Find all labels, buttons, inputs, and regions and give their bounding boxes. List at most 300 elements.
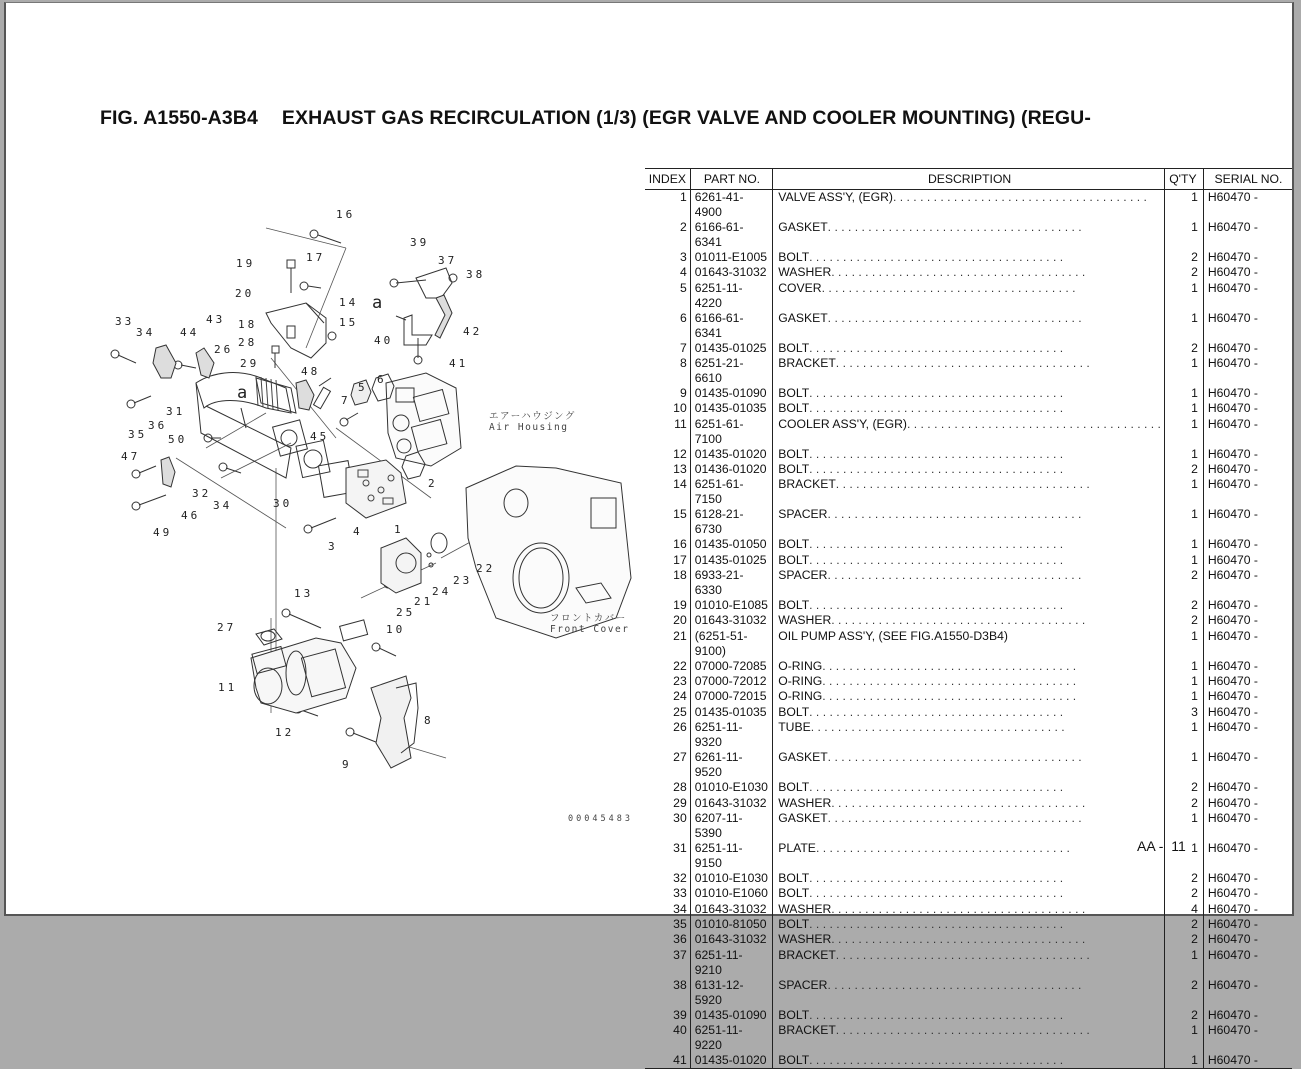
cell-serial-no: H60470 - xyxy=(1207,704,1258,719)
table-row xyxy=(645,386,1292,401)
description-text: BOLT xyxy=(778,1007,810,1022)
dot-leader xyxy=(828,311,1161,326)
dot-leader xyxy=(809,780,1161,795)
table-row xyxy=(645,598,1292,613)
callout-21: 21 xyxy=(414,595,434,608)
description-text: GASKET xyxy=(778,220,828,234)
callout-7: 7 xyxy=(341,394,351,407)
callout-20: 20 xyxy=(235,287,255,300)
dot-leader xyxy=(822,674,1161,689)
cell-qty: 1 xyxy=(1164,311,1203,341)
cell-index: 6 xyxy=(645,311,690,341)
dot-leader xyxy=(836,1023,1161,1038)
cell-serial-no: H60470 - xyxy=(1207,386,1258,401)
callout-17: 17 xyxy=(306,251,326,264)
table-row xyxy=(645,341,1292,356)
cell-qty: 2 xyxy=(1164,796,1203,811)
cell-description xyxy=(773,720,1165,750)
cell-part-no: (6251-51-9100) xyxy=(690,629,772,659)
callout-45: 45 xyxy=(310,430,330,443)
dot-leader xyxy=(828,811,1161,826)
dot-leader xyxy=(809,871,1161,886)
cell-index: 4 xyxy=(645,265,690,280)
cell-qty: 3 xyxy=(1164,705,1203,720)
cell-serial-no: H60470 - xyxy=(1207,932,1258,947)
cell-part-no: 07000-72015 xyxy=(690,689,772,704)
cell-serial-no: H60470 - xyxy=(1207,446,1258,461)
table-row xyxy=(645,507,1292,537)
cell-part-no: 6251-11-9210 xyxy=(690,948,772,978)
table-row xyxy=(645,477,1292,507)
dot-leader xyxy=(827,507,1161,522)
callout-34b: 34 xyxy=(213,499,233,512)
dot-leader xyxy=(827,568,1161,583)
cell-part-no: 6131-12-5920 xyxy=(690,978,772,1008)
table-row xyxy=(645,613,1292,628)
cell-index: 13 xyxy=(645,462,690,477)
description-text: WASHER xyxy=(778,613,832,628)
cell-index: 14 xyxy=(645,477,690,507)
cell-qty: 1 xyxy=(1164,386,1203,401)
description-text: BOLT xyxy=(778,250,810,264)
cell-description xyxy=(773,311,1165,341)
detail-mark-a-lower: a xyxy=(237,383,251,403)
front-cover-label xyxy=(550,613,629,635)
description-text: BOLT xyxy=(778,704,810,719)
cell-part-no: 01435-01020 xyxy=(690,1053,772,1069)
description-text: BOLT xyxy=(778,386,810,401)
cell-serial-no: H60470 - xyxy=(1207,886,1258,901)
cell-serial-no: H60470 - xyxy=(1207,220,1258,234)
description-text: BOLT xyxy=(778,340,810,355)
table-row xyxy=(645,796,1292,811)
callout-11: 11 xyxy=(218,681,238,694)
cell-index: 22 xyxy=(645,659,690,674)
cell-qty: 1 xyxy=(1164,659,1203,674)
dot-leader xyxy=(831,796,1161,811)
description-text: BRACKET xyxy=(778,477,836,492)
callout-30: 30 xyxy=(273,497,293,510)
cell-qty: 2 xyxy=(1164,780,1203,795)
callout-22: 22 xyxy=(476,562,496,575)
cell-part-no: 01435-01025 xyxy=(690,341,772,356)
cell-index: 10 xyxy=(645,401,690,416)
cell-description xyxy=(773,356,1165,386)
callout-46: 46 xyxy=(181,509,201,522)
dot-leader xyxy=(809,462,1161,477)
cell-serial-no: H60470 - xyxy=(1207,720,1258,735)
cell-description xyxy=(773,462,1165,477)
cell-serial-no: H60470 - xyxy=(1207,628,1258,643)
cell-description xyxy=(773,190,1165,221)
description-text: O-RING xyxy=(778,658,823,673)
dot-leader xyxy=(809,250,1161,265)
cell-description xyxy=(773,447,1165,462)
description-text: BRACKET xyxy=(778,1022,836,1037)
dot-leader xyxy=(809,553,1161,568)
table-row xyxy=(645,401,1292,416)
cell-part-no: 6933-21-6330 xyxy=(690,568,772,598)
callout-38: 38 xyxy=(466,268,486,281)
header-index: INDEX xyxy=(645,169,690,190)
cell-part-no: 01435-01090 xyxy=(690,1008,772,1023)
cell-index: 2 xyxy=(645,220,690,250)
cell-qty: 2 xyxy=(1164,917,1203,932)
table-row xyxy=(645,886,1292,901)
cell-description xyxy=(773,659,1165,674)
cell-description xyxy=(773,886,1165,901)
cell-index: 23 xyxy=(645,674,690,689)
cell-qty: 2 xyxy=(1164,886,1203,901)
callout-13: 13 xyxy=(294,587,314,600)
cell-description xyxy=(773,220,1165,250)
cell-description xyxy=(773,705,1165,720)
dot-leader xyxy=(893,190,1161,205)
cell-part-no: 6261-41-4900 xyxy=(690,190,772,221)
dot-leader xyxy=(836,477,1161,492)
cell-part-no: 01643-31032 xyxy=(690,265,772,280)
cell-description xyxy=(773,978,1165,1008)
callout-29: 29 xyxy=(240,357,260,370)
cell-serial-no: H60470 - xyxy=(1207,401,1258,416)
callout-1: 1 xyxy=(394,523,404,536)
dot-leader xyxy=(811,720,1161,735)
callout-44: 44 xyxy=(180,326,200,339)
cell-part-no: 01011-E1005 xyxy=(690,250,772,265)
cell-index: 33 xyxy=(645,886,690,901)
callout-12: 12 xyxy=(275,726,295,739)
cell-index: 1 xyxy=(645,190,690,221)
cell-index: 26 xyxy=(645,720,690,750)
dot-leader xyxy=(816,841,1161,856)
table-row xyxy=(645,1053,1292,1069)
cell-description xyxy=(773,568,1165,598)
cell-qty: 2 xyxy=(1164,978,1203,1008)
callout-15: 15 xyxy=(339,316,359,329)
dot-leader xyxy=(836,356,1161,371)
dot-leader xyxy=(831,932,1161,947)
cell-description xyxy=(773,250,1165,265)
cell-description xyxy=(773,948,1165,978)
cell-index: 11 xyxy=(645,417,690,447)
table-row xyxy=(645,674,1292,689)
table-row xyxy=(645,948,1292,978)
description-text: BRACKET xyxy=(778,356,836,371)
dot-leader xyxy=(828,220,1161,235)
table-row xyxy=(645,553,1292,568)
dot-leader xyxy=(809,386,1161,401)
table-row xyxy=(645,537,1292,552)
callout-14: 14 xyxy=(339,296,359,309)
description-text: GASKET xyxy=(778,750,828,765)
callout-40: 40 xyxy=(374,334,394,347)
cell-part-no: 6251-21-6610 xyxy=(690,356,772,386)
cell-index: 17 xyxy=(645,553,690,568)
cell-qty: 1 xyxy=(1164,811,1203,841)
cell-qty: 4 xyxy=(1164,902,1203,917)
cell-serial-no: H60470 - xyxy=(1207,537,1258,552)
table-row xyxy=(645,447,1292,462)
cell-index: 8 xyxy=(645,356,690,386)
description-text: SPACER xyxy=(778,507,828,522)
cell-description xyxy=(773,1008,1165,1023)
callout-39: 39 xyxy=(410,236,430,249)
dot-leader xyxy=(822,689,1161,704)
dot-leader xyxy=(809,447,1161,462)
table-row xyxy=(645,281,1292,311)
exploded-parts-diagram xyxy=(96,198,636,838)
cell-qty: 1 xyxy=(1164,629,1203,659)
cell-description xyxy=(773,674,1165,689)
dot-leader xyxy=(828,750,1161,765)
dot-leader xyxy=(831,265,1161,280)
cell-serial-no: H60470 - xyxy=(1207,613,1258,628)
cell-description xyxy=(773,598,1165,613)
cell-index: 29 xyxy=(645,796,690,811)
cell-index: 38 xyxy=(645,978,690,1008)
cell-qty: 2 xyxy=(1164,462,1203,477)
description-text: BRACKET xyxy=(778,947,836,962)
description-text: GASKET xyxy=(778,810,828,825)
description-text: BOLT xyxy=(778,886,810,901)
figure-title xyxy=(100,107,1091,130)
cell-serial-no: H60470 - xyxy=(1207,795,1258,810)
table-row xyxy=(645,462,1292,477)
cell-index: 20 xyxy=(645,613,690,628)
cell-qty: 1 xyxy=(1164,720,1203,750)
cell-qty: 1 xyxy=(1164,190,1203,221)
cell-qty: 2 xyxy=(1164,598,1203,613)
cell-index: 27 xyxy=(645,750,690,780)
table-row xyxy=(645,780,1292,795)
description-text: VALVE ASS'Y, (EGR) xyxy=(778,190,893,204)
cell-index: 30 xyxy=(645,811,690,841)
cell-qty: 2 xyxy=(1164,568,1203,598)
cell-description xyxy=(773,553,1165,568)
cell-part-no: 6207-11-5390 xyxy=(690,811,772,841)
description-text: BOLT xyxy=(778,598,810,613)
cell-index: 40 xyxy=(645,1023,690,1053)
table-row xyxy=(645,568,1292,598)
description-text: BOLT xyxy=(778,916,810,931)
dot-leader xyxy=(836,948,1161,963)
callout-35: 35 xyxy=(128,428,148,441)
table-row xyxy=(645,250,1292,265)
description-text: SPACER xyxy=(778,977,828,992)
cell-part-no: 01643-31032 xyxy=(690,932,772,947)
cell-serial-no: H60470 - xyxy=(1207,947,1258,962)
cell-part-no: 6166-61-6341 xyxy=(690,311,772,341)
table-row xyxy=(645,220,1292,250)
cell-description xyxy=(773,841,1165,871)
air-housing-label xyxy=(489,411,576,433)
cell-index: 15 xyxy=(645,507,690,537)
table-row xyxy=(645,659,1292,674)
cell-serial-no: H60470 - xyxy=(1207,190,1258,204)
cell-description xyxy=(773,613,1165,628)
description-text: WASHER xyxy=(778,265,832,280)
cell-qty: 1 xyxy=(1164,689,1203,704)
callout-49: 49 xyxy=(153,526,173,539)
header-qty: Q'TY xyxy=(1164,169,1203,190)
cell-index: 19 xyxy=(645,598,690,613)
cell-description xyxy=(773,796,1165,811)
description-text: GASKET xyxy=(778,310,828,325)
cell-part-no: 6251-61-7100 xyxy=(690,417,772,447)
cell-description xyxy=(773,401,1165,416)
diagram-drawing xyxy=(96,198,636,838)
callout-47: 47 xyxy=(121,450,141,463)
callout-18: 18 xyxy=(238,318,258,331)
cell-index: 36 xyxy=(645,932,690,947)
callout-5: 5 xyxy=(358,381,368,394)
dot-leader xyxy=(809,341,1161,356)
cell-index: 37 xyxy=(645,948,690,978)
table-row xyxy=(645,720,1292,750)
cell-qty: 1 xyxy=(1164,1053,1203,1069)
cell-qty: 1 xyxy=(1164,220,1203,250)
table-row xyxy=(645,417,1292,447)
cell-description xyxy=(773,537,1165,552)
cell-part-no: 01010-81050 xyxy=(690,917,772,932)
figure-name: EXHAUST GAS RECIRCULATION (1/3) (EGR VALVE AND COOLER MOUNTING) (REGU- xyxy=(281,107,1091,129)
cell-serial-no: H60470 - xyxy=(1207,568,1258,583)
callout-26: 26 xyxy=(214,343,234,356)
cell-description xyxy=(773,281,1165,311)
table-row xyxy=(645,265,1292,280)
cell-description xyxy=(773,689,1165,704)
front-cover-label-en: Front Cover xyxy=(550,624,630,635)
cell-qty: 1 xyxy=(1164,750,1203,780)
callout-43: 43 xyxy=(206,313,226,326)
cell-index: 34 xyxy=(645,902,690,917)
table-row xyxy=(645,917,1292,932)
description-text: O-RING xyxy=(778,674,823,689)
dot-leader xyxy=(809,598,1161,613)
cell-index: 18 xyxy=(645,568,690,598)
cell-description xyxy=(773,811,1165,841)
cell-serial-no: H60470 - xyxy=(1207,310,1258,325)
cell-qty: 1 xyxy=(1164,507,1203,537)
callout-8: 8 xyxy=(424,714,434,727)
cell-index: 39 xyxy=(645,1008,690,1023)
callout-34: 34 xyxy=(136,326,156,339)
description-text: WASHER xyxy=(778,932,832,947)
cell-serial-no: H60470 - xyxy=(1207,1007,1258,1022)
cell-index: 12 xyxy=(645,447,690,462)
table-row xyxy=(645,902,1292,917)
cell-qty: 1 xyxy=(1164,948,1203,978)
table-row xyxy=(645,356,1292,386)
cell-serial-no: H60470 - xyxy=(1207,977,1258,992)
cell-index: 24 xyxy=(645,689,690,704)
cell-index: 3 xyxy=(645,250,690,265)
cell-description xyxy=(773,265,1165,280)
table-row xyxy=(645,629,1292,659)
header-part-no: PART NO. xyxy=(690,169,772,190)
cell-description xyxy=(773,417,1165,447)
description-text: TUBE xyxy=(778,720,811,735)
cell-serial-no: H60470 - xyxy=(1207,356,1258,371)
cell-part-no: 01643-31032 xyxy=(690,902,772,917)
callout-41: 41 xyxy=(449,357,469,370)
cell-serial-no: H60470 - xyxy=(1207,280,1258,295)
cell-serial-no: H60470 - xyxy=(1207,477,1258,492)
callout-9: 9 xyxy=(342,758,352,771)
cell-description xyxy=(773,629,1165,659)
table-row xyxy=(645,705,1292,720)
cell-serial-no: H60470 - xyxy=(1207,265,1258,280)
cell-serial-no: H60470 - xyxy=(1207,658,1258,673)
front-cover-label-jp: フロントカバー xyxy=(550,613,627,624)
cell-serial-no: H60470 - xyxy=(1207,689,1258,704)
header-description: DESCRIPTION xyxy=(773,169,1165,190)
cell-serial-no: H60470 - xyxy=(1207,1022,1258,1037)
cell-part-no: 6251-11-4220 xyxy=(690,281,772,311)
dot-leader xyxy=(809,886,1161,901)
dot-leader xyxy=(809,705,1161,720)
cell-qty: 2 xyxy=(1164,265,1203,280)
cell-index: 16 xyxy=(645,537,690,552)
callout-50: 50 xyxy=(168,433,188,446)
cell-part-no: 6166-61-6341 xyxy=(690,220,772,250)
cell-index: 35 xyxy=(645,917,690,932)
description-text: BOLT xyxy=(778,870,810,885)
callout-37: 37 xyxy=(438,254,458,267)
cell-serial-no: H60470 - xyxy=(1207,340,1258,355)
cell-serial-no: H60470 - xyxy=(1207,840,1258,855)
dot-leader xyxy=(809,537,1161,552)
cell-description xyxy=(773,1053,1165,1069)
callout-32: 32 xyxy=(192,487,212,500)
detail-mark-a-upper: a xyxy=(372,293,386,313)
table-row xyxy=(645,750,1292,780)
cell-qty: 1 xyxy=(1164,841,1203,871)
cell-index: 7 xyxy=(645,341,690,356)
cell-qty: 1 xyxy=(1164,674,1203,689)
cell-serial-no: H60470 - xyxy=(1207,810,1258,825)
description-text: WASHER xyxy=(778,901,832,916)
cell-part-no: 01643-31032 xyxy=(690,613,772,628)
cell-qty: 1 xyxy=(1164,281,1203,311)
cell-description xyxy=(773,341,1165,356)
dot-leader xyxy=(822,659,1161,674)
dot-leader xyxy=(907,417,1161,432)
cell-description xyxy=(773,917,1165,932)
cell-serial-no: H60470 - xyxy=(1207,750,1258,765)
cell-serial-no: H60470 - xyxy=(1207,674,1258,689)
callout-27: 27 xyxy=(217,621,237,634)
cell-qty: 1 xyxy=(1164,537,1203,552)
table-row xyxy=(645,841,1292,871)
cell-qty: 1 xyxy=(1164,401,1203,416)
table-row xyxy=(645,1023,1292,1053)
cell-part-no: 01436-01020 xyxy=(690,462,772,477)
description-text: OIL PUMP ASS'Y, (SEE FIG.A1550-D3B4) xyxy=(778,628,1008,643)
cell-part-no: 6261-11-9520 xyxy=(690,750,772,780)
description-text: COOLER ASS'Y, (EGR) xyxy=(778,416,907,431)
table-row xyxy=(645,811,1292,841)
cell-index: 25 xyxy=(645,705,690,720)
callout-16: 16 xyxy=(336,208,356,221)
cell-description xyxy=(773,932,1165,947)
cell-part-no: 01010-E1030 xyxy=(690,780,772,795)
cell-index: 5 xyxy=(645,281,690,311)
dot-leader xyxy=(809,1053,1161,1068)
dot-leader xyxy=(831,613,1161,628)
description-text: BOLT xyxy=(778,401,810,416)
description-text: SPACER xyxy=(778,568,828,583)
